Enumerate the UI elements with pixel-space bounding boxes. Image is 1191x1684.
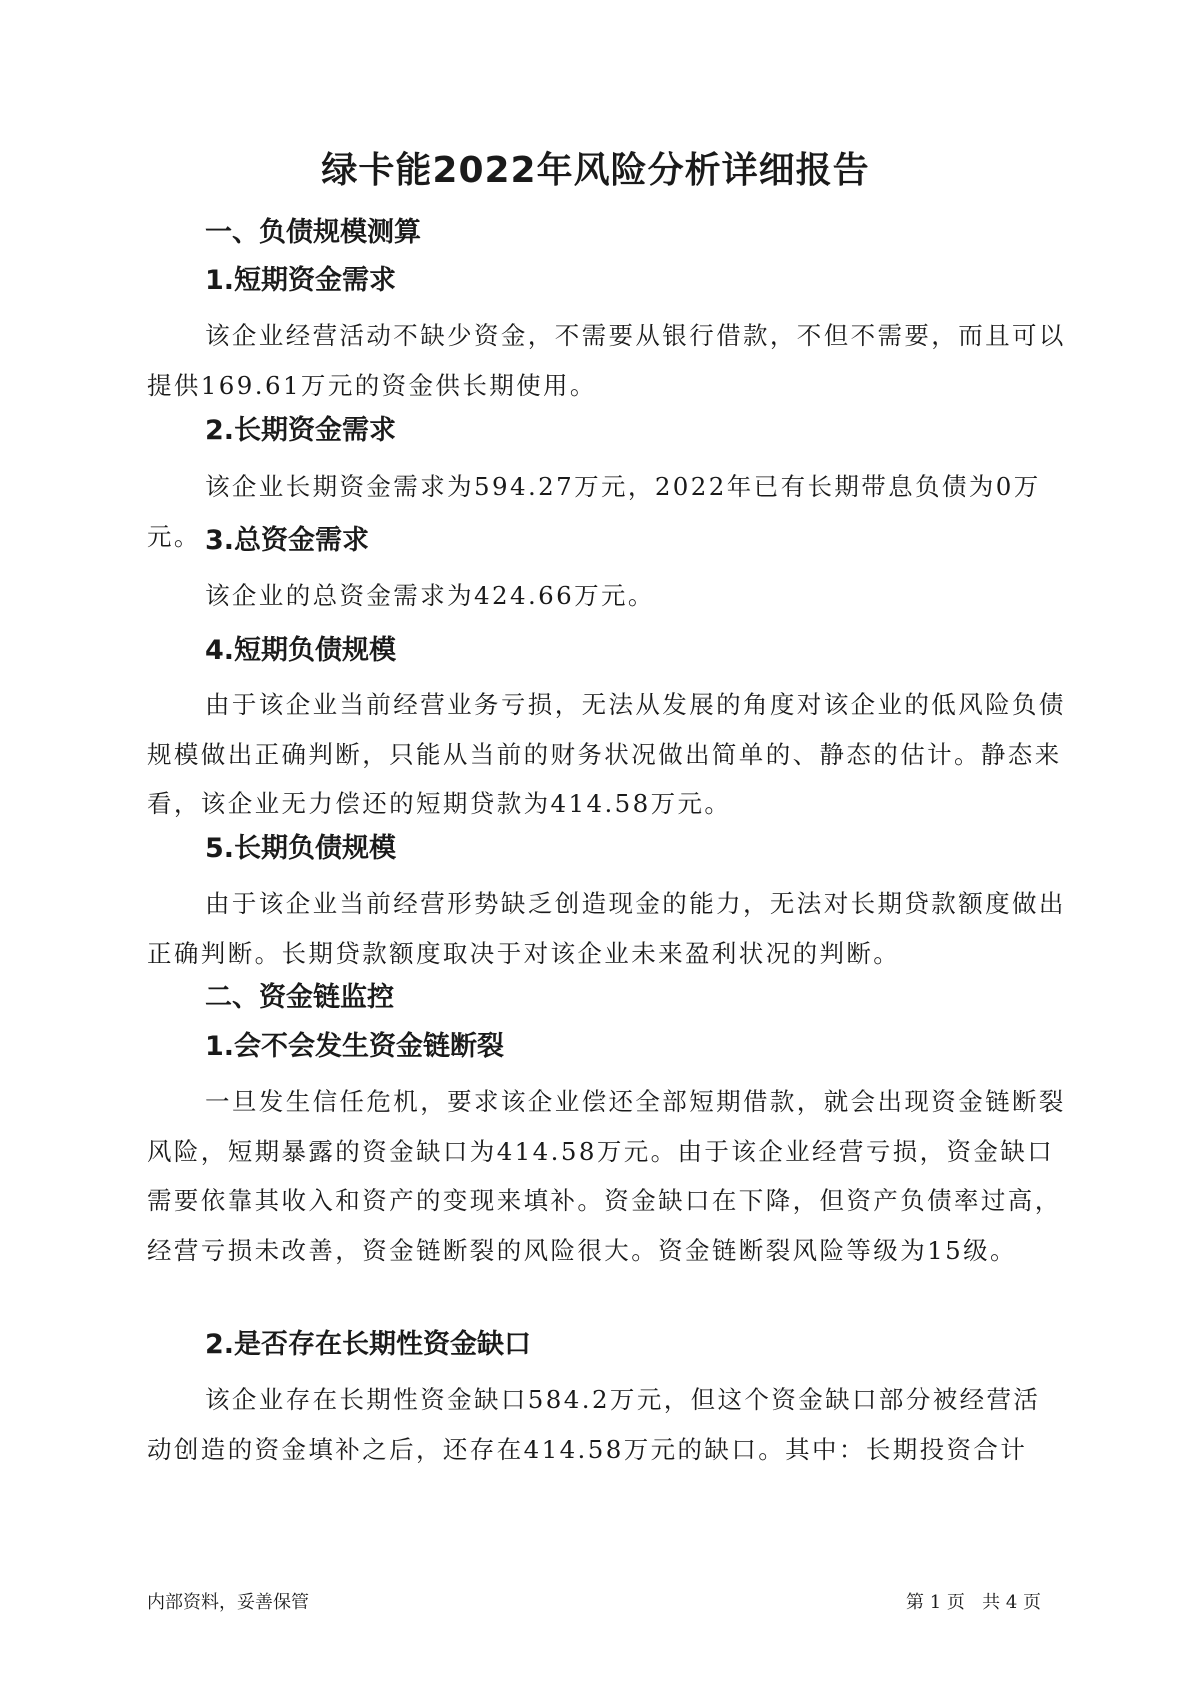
subsection-heading: 2.是否存在长期性资金缺口 — [205, 1329, 532, 1360]
subsection-heading: 4.短期负债规模 — [205, 635, 397, 666]
subsection-heading: 1.短期资金需求 — [205, 265, 397, 296]
paragraph: 该企业经营活动不缺少资金，不需要从银行借款，不但不需要，而且可以提供169.61万元的资金供长期使用。 — [147, 321, 1066, 400]
section-heading-2: 二、资金链监控 — [205, 982, 394, 1013]
paragraph: 该企业的总资金需求为424.66万元。 — [205, 581, 655, 610]
footer-confidential-note: 内部资料，妥善保管 — [147, 1592, 309, 1613]
subsection-heading: 3.总资金需求 — [205, 525, 370, 556]
page-number: 第 1 页 共 4 页 — [906, 1592, 1041, 1613]
subsection-heading: 5.长期负债规模 — [205, 833, 397, 864]
paragraph: 由于该企业当前经营业务亏损，无法从发展的角度对该企业的低风险负债规模做出正确判断，只能从当前的财务状况做出简单的、静态的估计。静态来看，该企业无力偿还的短期贷款为414.58万元。 — [147, 690, 1066, 818]
subsection-heading: 1.会不会发生资金链断裂 — [205, 1031, 505, 1062]
paragraph: 该企业长期资金需求为594.27万元，2022年已有长期带息负债为0万元。 — [147, 472, 1041, 551]
paragraph: 由于该企业当前经营形势缺乏创造现金的能力，无法对长期贷款额度做出正确判断。长期贷款额度取决于对该企业未来盈利状况的判断。 — [147, 889, 1066, 968]
section-heading-1: 一、负债规模测算 — [205, 217, 421, 248]
paragraph: 该企业存在长期性资金缺口584.2万元，但这个资金缺口部分被经营活动创造的资金填补之后，还存在414.58万元的缺口。其中：长期投资合计 — [147, 1385, 1041, 1464]
subsection-heading: 2.长期资金需求 — [205, 415, 397, 446]
page-title: 绿卡能2022年风险分析详细报告 — [321, 150, 870, 191]
paragraph: 一旦发生信任危机，要求该企业偿还全部短期借款，就会出现资金链断裂风险，短期暴露的资金缺口为414.58万元。由于该企业经营亏损，资金缺口需要依靠其收入和资产的变现来填补。资金缺口在下降，但资产负债率过高，经营亏损未改善，资金链断裂的风险很大。资金链断裂风险等级为15级。 — [147, 1087, 1066, 1265]
